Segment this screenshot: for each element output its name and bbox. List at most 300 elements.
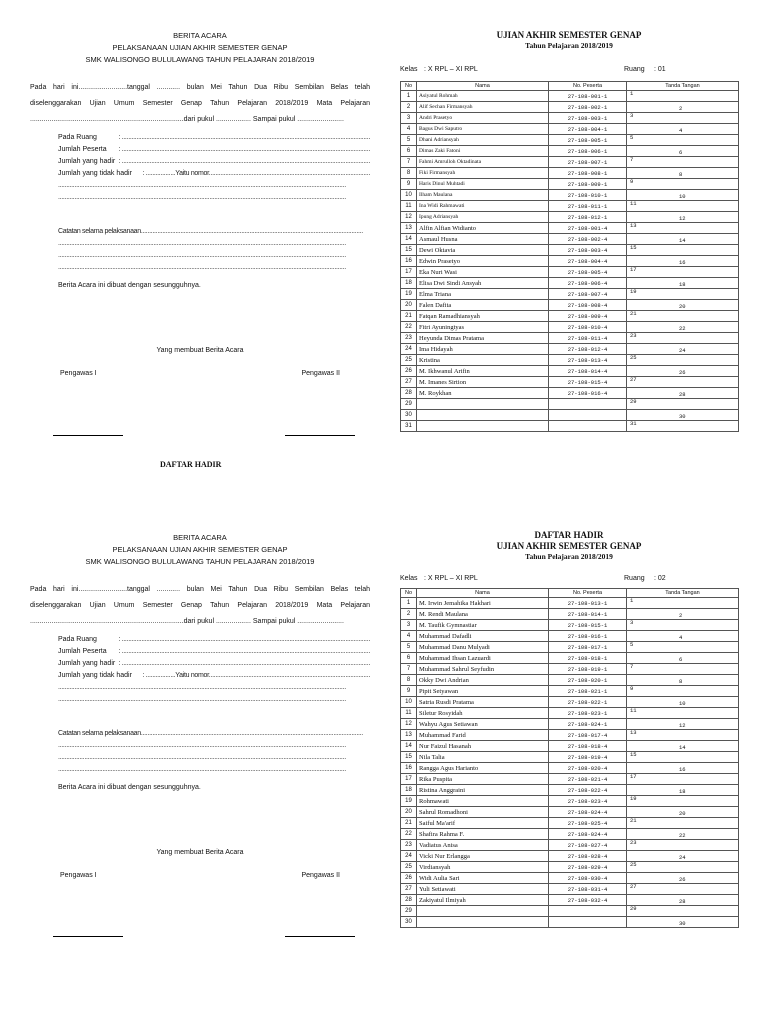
cell-name: Widi Aulia Sari [417, 873, 549, 884]
pengawas-1-label: Pengawas I [60, 369, 97, 377]
table-row [401, 223, 739, 234]
signature-cell[interactable] [627, 102, 739, 113]
signature-cell[interactable] [627, 895, 739, 906]
daftar-subtitle: Tahun Pelajaran 2018/2019 [525, 552, 613, 561]
cell-peserta: 27-108-028-4 [549, 851, 627, 862]
signature-cell[interactable] [627, 829, 739, 840]
cell-no: 22 [401, 322, 417, 333]
table-row [401, 774, 739, 785]
signature-cell[interactable] [627, 873, 739, 884]
signature-number: 29 [630, 905, 637, 912]
signature-number: 30 [679, 413, 686, 420]
signature-cell[interactable] [627, 686, 739, 697]
cell-peserta: 27-108-019-4 [549, 752, 627, 763]
cell-name: Andri Prasetyo [417, 113, 549, 124]
cell-peserta: 27-108-021-4 [549, 774, 627, 785]
cell-peserta [549, 410, 627, 421]
signature-cell[interactable] [627, 620, 739, 631]
cell-name: Sahrul Romadhoni [417, 807, 549, 818]
signature-cell[interactable] [627, 653, 739, 664]
signature-cell[interactable] [627, 190, 739, 201]
signature-number: 6 [679, 149, 683, 156]
signature-cell[interactable] [627, 807, 739, 818]
field-hadir: Jumlah yang hadir : ....................................................................................................................................................... [58, 158, 370, 165]
cell-no: 6 [401, 146, 417, 157]
table-row [401, 113, 739, 124]
cell-no: 23 [401, 333, 417, 344]
pengawas-1-label: Pengawas I [60, 871, 97, 879]
col-ttd: Tanda Tangan [627, 82, 739, 91]
cell-no: 27 [401, 377, 417, 388]
cell-peserta [549, 917, 627, 928]
signature-cell[interactable] [627, 862, 739, 873]
cell-name: Muhammad Dafadli [417, 631, 549, 642]
table-row [401, 884, 739, 895]
signature-cell[interactable] [627, 851, 739, 862]
signature-cell[interactable] [627, 267, 739, 278]
cell-name: Muhammad Sahrul Seyfudin [417, 664, 549, 675]
table-row [401, 311, 739, 322]
table-row [401, 124, 739, 135]
cell-peserta: 27-108-009-4 [549, 311, 627, 322]
signature-cell[interactable] [627, 311, 739, 322]
table-row [401, 256, 739, 267]
cell-peserta: 27-108-002-4 [549, 234, 627, 245]
daftar-hadir-2 [400, 530, 738, 928]
signature-cell[interactable] [627, 785, 739, 796]
signature-cell[interactable] [627, 675, 739, 686]
signature-number: 12 [679, 722, 686, 729]
signature-cell[interactable] [627, 421, 739, 432]
signature-cell[interactable] [627, 146, 739, 157]
cell-name: Elma Triana [417, 289, 549, 300]
col-ttd: Tanda Tangan [627, 589, 739, 598]
cell-name: M. Taufik Gymnastiar [417, 620, 549, 631]
cell-no: 17 [401, 774, 417, 785]
table-row [401, 818, 739, 829]
cell-no: 8 [401, 675, 417, 686]
cell-peserta: 27-108-021-1 [549, 686, 627, 697]
cell-name: Muhammad Danu Mulyadi [417, 642, 549, 653]
signature-number: 1 [630, 90, 634, 97]
kelas-label: Kelas [400, 575, 418, 582]
cell-name: Muhammad Farid [417, 730, 549, 741]
cell-no: 6 [401, 653, 417, 664]
cell-no: 9 [401, 686, 417, 697]
cell-no: 24 [401, 851, 417, 862]
attendance-table [400, 588, 739, 928]
signature-number: 28 [679, 898, 686, 905]
signature-row [30, 370, 370, 379]
table-row [401, 157, 739, 168]
signature-number: 3 [630, 112, 634, 119]
signature-cell[interactable] [627, 333, 739, 344]
signature-cell[interactable] [627, 631, 739, 642]
table-row [401, 344, 739, 355]
cell-name: Ipung Adriansyah [417, 212, 549, 223]
field-peserta: Jumlah Peserta : ....................................................................................................................................................... [58, 648, 370, 655]
cell-no: 28 [401, 895, 417, 906]
signature-cell[interactable] [627, 906, 739, 917]
catatan-label: Catatan selama pelaksanaan....................................................................................................................................... [58, 228, 363, 235]
cell-no: 3 [401, 620, 417, 631]
cell-no: 25 [401, 355, 417, 366]
extra-line: ............................................................................................................................................................................... [58, 182, 346, 189]
signature-cell[interactable] [627, 157, 739, 168]
cell-peserta: 27-108-019-1 [549, 664, 627, 675]
cell-name: Nur Faizul Hasanah [417, 741, 549, 752]
cell-peserta: 27-108-015-1 [549, 620, 627, 631]
cell-name: Satria Rusdi Pratama [417, 697, 549, 708]
cell-no: 27 [401, 884, 417, 895]
catatan-line: ............................................................................................................................................................................... [58, 240, 346, 247]
signature-number: 11 [630, 707, 637, 714]
table-row [401, 91, 739, 102]
signature-cell[interactable] [627, 884, 739, 895]
cell-no: 20 [401, 300, 417, 311]
signature-cell[interactable] [627, 388, 739, 399]
berita-paragraph: Pada hari ini.........................tanggal ............ bulan Mei Tahun Dua Ribu Sembilan Belas telah diselenggarakan Ujian Umum Semester Genap Tahun Pelajaran 2018/2019 Mata Pelajaran ...............................................................................dari pukul .................. Sampai pukul ........................ [30, 586, 370, 625]
signature-number: 27 [630, 883, 637, 890]
cell-name: Kristina [417, 355, 549, 366]
table-row [401, 598, 739, 609]
daftar-title-1: DAFTAR HADIR [534, 530, 604, 540]
cell-no: 11 [401, 708, 417, 719]
signature-cell[interactable] [627, 223, 739, 234]
kelas-value: : X RPL – XI RPL [424, 575, 478, 582]
cell-peserta: 27-108-018-1 [549, 653, 627, 664]
cell-name: Elisa Dwi Sindi Ansyah [417, 278, 549, 289]
signature-number: 12 [679, 215, 686, 222]
cell-peserta: 27-108-031-4 [549, 884, 627, 895]
cell-name: Rika Puspita [417, 774, 549, 785]
table-row [401, 895, 739, 906]
signature-number: 2 [679, 612, 683, 619]
col-no: No [401, 82, 417, 91]
signed-by: Yang membuat Berita Acara [156, 848, 244, 856]
table-row [401, 355, 739, 366]
table-row [401, 289, 739, 300]
cell-no: 16 [401, 763, 417, 774]
signature-cell[interactable] [627, 719, 739, 730]
cell-peserta: 27-108-007-4 [549, 289, 627, 300]
signature-number: 29 [630, 398, 637, 405]
signature-number: 1 [630, 597, 634, 604]
signature-number: 20 [679, 303, 686, 310]
signature-cell[interactable] [627, 752, 739, 763]
signature-cell[interactable] [627, 355, 739, 366]
signature-number: 23 [630, 839, 637, 846]
signature-cell[interactable] [627, 135, 739, 146]
signature-line-2 [285, 435, 355, 436]
col-no: No [401, 589, 417, 598]
cell-no: 7 [401, 664, 417, 675]
ruang-value: : 02 [654, 575, 666, 582]
table-row [401, 708, 739, 719]
cell-name: Wahyu Agus Setiawan [417, 719, 549, 730]
cell-no: 9 [401, 179, 417, 190]
table-row [401, 752, 739, 763]
cell-no: 24 [401, 344, 417, 355]
cell-name: Ristina Anggraini [417, 785, 549, 796]
closing-text: Berita Acara ini dibuat dengan sesungguhnya. [58, 784, 201, 791]
berita-fields [30, 132, 370, 204]
cell-no: 15 [401, 752, 417, 763]
pengawas-2-label: Pengawas II [301, 871, 340, 879]
cell-no: 15 [401, 245, 417, 256]
cell-peserta: 27-108-004-4 [549, 256, 627, 267]
extra-line: ............................................................................................................................................................................... [58, 194, 346, 201]
pengawas-2-label: Pengawas II [301, 369, 340, 377]
cell-name: M. Rendi Maulana [417, 609, 549, 620]
signature-number: 25 [630, 354, 637, 361]
daftar-title-2: UJIAN AKHIR SEMESTER GENAP [496, 30, 642, 40]
field-hadir: Jumlah yang hadir : ....................................................................................................................................................... [58, 660, 370, 667]
table-row [401, 146, 739, 157]
cell-name: Zakiyatul Ilmiyah [417, 895, 549, 906]
berita-line2: PELAKSANAAN UJIAN AKHIR SEMESTER GENAP [112, 545, 288, 554]
signature-number: 15 [630, 751, 637, 758]
cell-no: 1 [401, 598, 417, 609]
table-row [401, 653, 739, 664]
daftar-subtitle: Tahun Pelajaran 2018/2019 [525, 41, 613, 50]
table-row [401, 862, 739, 873]
cell-no: 8 [401, 168, 417, 179]
cell-peserta: 27-108-012-1 [549, 212, 627, 223]
ruang-label: Ruang [624, 575, 645, 582]
berita-line2: PELAKSANAAN UJIAN AKHIR SEMESTER GENAP [112, 43, 288, 52]
table-row [401, 785, 739, 796]
signature-cell[interactable] [627, 917, 739, 928]
cell-name: Fitri Ayuningtyas [417, 322, 549, 333]
daftar-title-2: UJIAN AKHIR SEMESTER GENAP [496, 541, 642, 551]
signature-number: 18 [679, 281, 686, 288]
table-row [401, 333, 739, 344]
cell-name: Nila Talia [417, 752, 549, 763]
cell-peserta: 27-108-024-4 [549, 807, 627, 818]
cell-peserta: 27-108-011-4 [549, 333, 627, 344]
table-row [401, 410, 739, 421]
signature-number: 22 [679, 325, 686, 332]
signature-number: 5 [630, 641, 634, 648]
cell-no: 10 [401, 190, 417, 201]
signature-cell[interactable] [627, 609, 739, 620]
signature-cell[interactable] [627, 322, 739, 333]
cell-no: 4 [401, 124, 417, 135]
attendance-table [400, 81, 739, 432]
cell-name: Yuli Setiawati [417, 884, 549, 895]
signature-cell[interactable] [627, 763, 739, 774]
cell-peserta: 27-108-029-4 [549, 862, 627, 873]
cell-no: 14 [401, 234, 417, 245]
cell-name [417, 906, 549, 917]
cell-name: Asmaul Husna [417, 234, 549, 245]
signature-number: 30 [679, 920, 686, 927]
cell-no: 12 [401, 212, 417, 223]
signature-cell[interactable] [627, 840, 739, 851]
signature-cell[interactable] [627, 818, 739, 829]
table-row [401, 421, 739, 432]
cell-no: 30 [401, 410, 417, 421]
signature-cell[interactable] [627, 642, 739, 653]
field-tidak-hadir: Jumlah yang tidak hadir : ..................Yaitu nomor.................................................................................................. [58, 170, 370, 177]
signature-number: 20 [679, 810, 686, 817]
signature-cell[interactable] [627, 344, 739, 355]
catatan-line: ............................................................................................................................................................................... [58, 766, 346, 773]
daftar-meta [400, 575, 738, 582]
signature-cell[interactable] [627, 234, 739, 245]
col-name: Nama [417, 589, 549, 598]
cell-name: M. Irwin Jemahika Hakhari [417, 598, 549, 609]
cell-no: 28 [401, 388, 417, 399]
signature-cell[interactable] [627, 168, 739, 179]
cell-no: 21 [401, 311, 417, 322]
signature-row [30, 872, 370, 881]
cell-name: M. Roykhan [417, 388, 549, 399]
cell-no: 13 [401, 223, 417, 234]
signature-cell[interactable] [627, 278, 739, 289]
signature-cell[interactable] [627, 289, 739, 300]
table-row [401, 300, 739, 311]
table-row [401, 741, 739, 752]
cell-peserta: 27-108-014-4 [549, 366, 627, 377]
signature-number: 7 [630, 156, 634, 163]
cell-no: 3 [401, 113, 417, 124]
table-row [401, 212, 739, 223]
signature-cell[interactable] [627, 741, 739, 752]
signature-cell[interactable] [627, 124, 739, 135]
table-row [401, 245, 739, 256]
signature-number: 10 [679, 193, 686, 200]
signature-number: 6 [679, 656, 683, 663]
cell-peserta: 27-108-003-4 [549, 245, 627, 256]
signature-cell[interactable] [627, 410, 739, 421]
table-row [401, 234, 739, 245]
signature-number: 28 [679, 391, 686, 398]
signature-cell[interactable] [627, 774, 739, 785]
signature-cell[interactable] [627, 91, 739, 102]
signature-cell[interactable] [627, 708, 739, 719]
signature-cell[interactable] [627, 377, 739, 388]
cell-no: 23 [401, 840, 417, 851]
table-row [401, 730, 739, 741]
cell-name [417, 410, 549, 421]
table-row [401, 620, 739, 631]
cell-name: M. Imanes Sirtion [417, 377, 549, 388]
cell-no: 21 [401, 818, 417, 829]
cell-no: 16 [401, 256, 417, 267]
signature-number: 26 [679, 876, 686, 883]
kelas-label: Kelas [400, 66, 418, 73]
signature-number: 16 [679, 766, 686, 773]
signature-cell[interactable] [627, 399, 739, 410]
signature-cell[interactable] [627, 697, 739, 708]
table-row [401, 366, 739, 377]
table-row [401, 201, 739, 212]
cell-name [417, 399, 549, 410]
cell-peserta: 27-108-012-4 [549, 344, 627, 355]
cell-no: 29 [401, 399, 417, 410]
table-row [401, 719, 739, 730]
signature-number: 31 [630, 420, 637, 427]
closing-text: Berita Acara ini dibuat dengan sesungguhnya. [58, 282, 201, 289]
divider-label: DAFTAR HADIR [160, 460, 222, 469]
table-row [401, 267, 739, 278]
berita-fields [30, 634, 370, 706]
signature-cell[interactable] [627, 300, 739, 311]
signature-cell[interactable] [627, 212, 739, 223]
cell-name: Pipit Setyawan [417, 686, 549, 697]
table-row [401, 686, 739, 697]
signature-cell[interactable] [627, 256, 739, 267]
cell-no: 14 [401, 741, 417, 752]
cell-peserta: 27-108-005-4 [549, 267, 627, 278]
berita-title: BERITA ACARA [173, 31, 227, 40]
cell-peserta: 27-108-024-4 [549, 829, 627, 840]
col-peserta: No. Peserta [549, 589, 627, 598]
signature-number: 21 [630, 310, 637, 317]
extra-line: ............................................................................................................................................................................... [58, 696, 346, 703]
cell-peserta: 27-108-016-4 [549, 388, 627, 399]
cell-peserta: 27-108-011-1 [549, 201, 627, 212]
signature-cell[interactable] [627, 366, 739, 377]
signature-cell[interactable] [627, 245, 739, 256]
signature-cell[interactable] [627, 201, 739, 212]
signature-cell[interactable] [627, 179, 739, 190]
cell-peserta: 27-108-010-4 [549, 322, 627, 333]
cell-name: Dhani Adriansyah [417, 135, 549, 146]
cell-peserta: 27-108-024-1 [549, 719, 627, 730]
signature-cell[interactable] [627, 664, 739, 675]
cell-peserta [549, 421, 627, 432]
cell-no: 10 [401, 697, 417, 708]
cell-peserta: 27-108-018-4 [549, 741, 627, 752]
cell-no: 12 [401, 719, 417, 730]
cell-name: M. Ikhwanul Arifin [417, 366, 549, 377]
cell-name: Okky Dwi Andrian [417, 675, 549, 686]
signature-number: 14 [679, 237, 686, 244]
cell-name: Rangga Agus Harianto [417, 763, 549, 774]
signature-cell[interactable] [627, 598, 739, 609]
signature-cell[interactable] [627, 113, 739, 124]
cell-name: Saiful Ma'arif [417, 818, 549, 829]
catatan-label: Catatan selama pelaksanaan....................................................................................................................................... [58, 730, 363, 737]
cell-no: 19 [401, 796, 417, 807]
ruang-value: : 01 [654, 66, 666, 73]
table-row [401, 609, 739, 620]
signature-number: 3 [630, 619, 634, 626]
cell-name: Fatqan Ramadhiansyah [417, 311, 549, 322]
cell-peserta: 27-108-005-1 [549, 135, 627, 146]
col-peserta: No. Peserta [549, 82, 627, 91]
table-row [401, 807, 739, 818]
daftar-meta [400, 66, 738, 73]
signature-cell[interactable] [627, 796, 739, 807]
ruang-label: Ruang [624, 66, 645, 73]
cell-peserta: 27-108-006-4 [549, 278, 627, 289]
extra-line: ............................................................................................................................................................................... [58, 684, 346, 691]
signature-cell[interactable] [627, 730, 739, 741]
signature-number: 13 [630, 729, 637, 736]
cell-no: 18 [401, 785, 417, 796]
catatan-section [58, 226, 370, 274]
signature-number: 24 [679, 347, 686, 354]
table-row [401, 829, 739, 840]
signature-number: 26 [679, 369, 686, 376]
signed-by: Yang membuat Berita Acara [156, 346, 244, 354]
cell-peserta: 27-108-004-1 [549, 124, 627, 135]
cell-name: Bagus Dwi Saputro [417, 124, 549, 135]
